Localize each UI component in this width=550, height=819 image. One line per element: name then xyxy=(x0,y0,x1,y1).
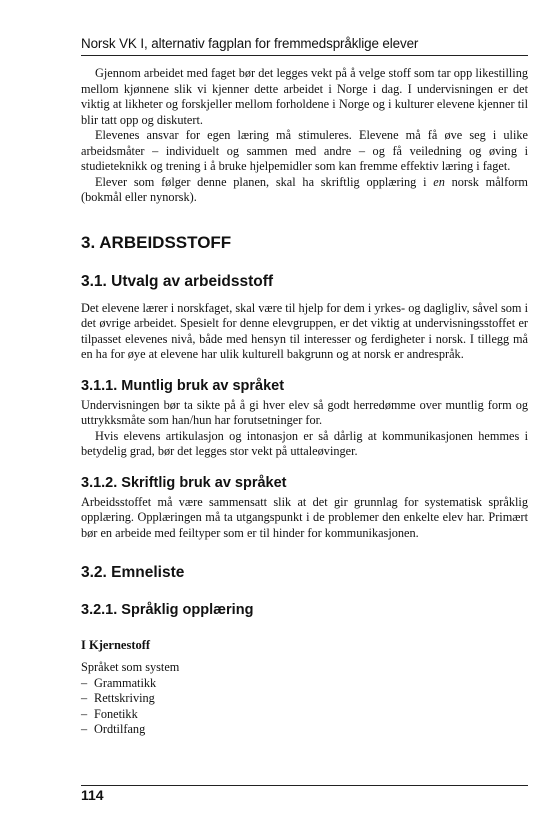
list-item-label: Fonetikk xyxy=(94,706,138,721)
section-3-1-1-paragraph-1: Undervisningen bør ta sikte på å gi hver elev så godt herredømme over muntlig form og uttrykksmåte som han/hun har forutsetninger for. xyxy=(81,397,528,427)
section-3-1-1-heading: 3.1.1. Muntlig bruk av språket xyxy=(81,377,285,394)
kjernestoff-subheading: I Kjernestoff xyxy=(81,638,151,652)
intro-paragraph-3 xyxy=(81,175,528,206)
intro-paragraph-3-emphasis: en xyxy=(433,174,445,189)
list-dash: – xyxy=(81,722,88,736)
list-item xyxy=(81,691,528,707)
list-item-label: Ordtilfang xyxy=(94,722,146,736)
list-item xyxy=(81,707,528,723)
topic-list xyxy=(81,676,528,738)
list-intro: Språket som system xyxy=(81,660,180,674)
list-item-label: Rettskriving xyxy=(94,691,155,705)
section-3-2-1-heading: 3.2.1. Språklig opplæring xyxy=(81,602,254,618)
section-3-1-2-heading: 3.1.2. Skriftlig bruk av språket xyxy=(81,474,287,491)
section-3-heading: 3. ARBEIDSSTOFF xyxy=(81,232,232,252)
page-content xyxy=(81,66,528,738)
section-3-1-heading: 3.1. Utvalg av arbeidsstoff xyxy=(81,272,274,290)
list-item xyxy=(81,722,528,738)
section-3-2-heading: 3.2. Emneliste xyxy=(81,564,185,581)
page-number: 114 xyxy=(81,787,104,803)
section-3-1-2-paragraph: Arbeidsstoffet må være sammensatt slik at det gir grunnlag for systematisk språklig opplæring. Opplæringen må ta utgangspunkt i de problemer den enkelte elev har. Primært bør en arbeide med feiltyper som er til hinder for kommunikasjonen. xyxy=(81,494,528,540)
intro-paragraph-3-end: norsk målform (bokmål eller nynorsk). xyxy=(81,174,528,204)
section-3-1-paragraph: Det elevene lærer i norskfaget, skal være til hjelp for dem i yrkes- og dagligliv, såvel som i det øvrige arbeidet. Spesielt for denne elevgruppen, er det viktig at undervisningsstoffet er tilpasset elevenes nivå, både med hensyn til interesser og ferdigheter i norsk. I tillegg må en ha for øye at elevene har ulik kulturell bakgrunn og at norsk er andrespråk. xyxy=(81,300,528,361)
header-rule xyxy=(81,55,528,56)
list-dash: – xyxy=(81,675,88,690)
section-3-1-1-paragraph-2: Hvis elevens artikulasjon og intonasjon er så dårlig at kommunikasjonen hemmes i betydelig grad, bør det legges stor vekt på uttaleøvinger. xyxy=(81,428,528,458)
document-page xyxy=(81,0,528,819)
list-item-label: Grammatikk xyxy=(94,675,157,690)
running-header: Norsk VK I, alternativ fagplan for fremmedspråklige elever xyxy=(81,36,419,51)
footer-rule xyxy=(81,785,528,786)
intro-paragraph-1: Gjennom arbeidet med faget bør det legges vekt på å velge stoff som tar opp likestilling mellom kjønnene slik vi kjenner dette arbeidet i Norge i dag. I undervisningen er det viktig at likheter og forskjeller mellom forholdene i Norge og i kulturer elevene kjenner til blir tatt opp og diskutert. xyxy=(81,66,528,127)
intro-paragraph-3-start: Elever som følger denne planen, skal ha skriftlig opplæring i xyxy=(95,174,434,189)
intro-paragraph-2: Elevenes ansvar for egen læring må stimuleres. Elevene må få øve seg i ulike arbeidsmåter – individuelt og sammen med andre – og få veiledning og øving i studieteknikk og trening i å bruke hjelpemidler som kan fremme effektiv læring i faget. xyxy=(81,128,528,173)
list-dash: – xyxy=(81,691,88,705)
list-item xyxy=(81,676,528,692)
list-dash: – xyxy=(81,706,88,721)
